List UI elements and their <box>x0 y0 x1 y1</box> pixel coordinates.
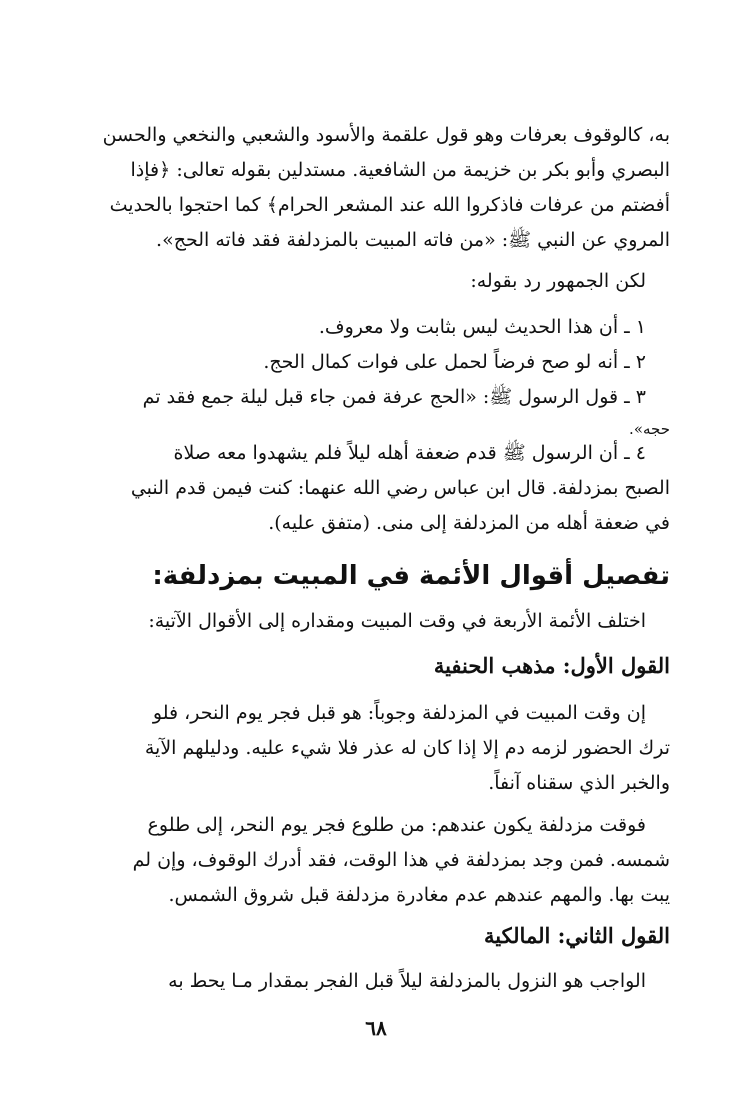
opinion-one-paragraph-1 <box>80 696 670 801</box>
text-line: فوقت مزدلفة يكون عندهم: من طلوع فجر يوم النحر، إلى طلوع <box>147 814 646 836</box>
point-four <box>80 436 670 541</box>
section-intro <box>80 604 670 639</box>
text-line: إن وقت المبيت في المزدلفة وجوباً: هو قبل فجر يوم النحر، فلو <box>152 702 646 724</box>
opinion-two-title: القول الثاني: المالكية <box>483 923 670 948</box>
point-item: ١ ـ أن هذا الحديث ليس بثابت ولا معروف. <box>318 316 646 338</box>
text-line: البصري وأبو بكر بن خزيمة من الشافعية. مستدلين بقوله تعالى: ﴿فإذا <box>130 159 670 181</box>
text-line: شمسه. فمن وجد بمزدلفة في هذا الوقت، فقد أدرك الوقوف، وإن لم <box>132 849 670 871</box>
text-line: يبت بها. والمهم عندهم عدم مغادرة مزدلفة قبل شروق الشمس. <box>168 884 670 906</box>
point-item: ٢ ـ أنه لو صح فرضاً لحمل على فوات كمال الحج. <box>263 351 646 373</box>
opinion-two-paragraph <box>80 964 670 999</box>
text-line: والخبر الذي سقناه آنفاً. <box>488 772 670 794</box>
text-line: اختلف الأئمة الأربعة في وقت المبيت ومقداره إلى الأقوال الآتية: <box>148 610 646 632</box>
point-continuation: حجه». <box>629 420 670 438</box>
text-line: في ضعفة أهله من المزدلفة إلى منى. (متفق عليه). <box>268 512 670 534</box>
text-line: به، كالوقوف بعرفات وهو قول علقمة والأسود والشعبي والنخعي والحسن <box>102 124 670 146</box>
text-line: أفضتم من عرفات فاذكروا الله عند المشعر الحرام﴾ كما احتجوا بالحديث <box>109 194 670 216</box>
rebuttal-intro <box>80 264 670 299</box>
text-line: المروي عن النبي ﷺ: «من فاته المبيت بالمزدلفة فقد فاته الحج». <box>156 229 670 251</box>
text-line: ٤ ـ أن الرسول ﷺ قدم ضعفة أهله ليلاً فلم يشهدوا معه صلاة <box>173 442 646 464</box>
text-line: الواجب هو النزول بالمزدلفة ليلاً قبل الفجر بمقدار مـا يحط به <box>168 970 646 992</box>
page-number: ٦٨ <box>365 1016 387 1040</box>
text-line: لكن الجمهور رد بقوله: <box>470 270 646 292</box>
section-heading: تفصيل أقوال الأئمة في المبيت بمزدلفة: <box>152 561 670 591</box>
text-line: ترك الحضور لزمه دم إلا إذا كان له عذر فلا شيء عليه. ودليلهم الآية <box>144 737 670 759</box>
point-item: ٣ ـ قول الرسول ﷺ: «الحج عرفة فمن جاء قبل ليلة جمع فقد تم <box>142 386 646 408</box>
opinion-one-paragraph-2 <box>80 808 670 913</box>
opinion-one-title: القول الأول: مذهب الحنفية <box>433 653 670 678</box>
paragraph-wuquf <box>80 118 670 258</box>
text-line: الصبح بمزدلفة. قال ابن عباس رضي الله عنهما: كنت فيمن قدم النبي <box>130 477 670 499</box>
rebuttal-points <box>80 310 670 443</box>
